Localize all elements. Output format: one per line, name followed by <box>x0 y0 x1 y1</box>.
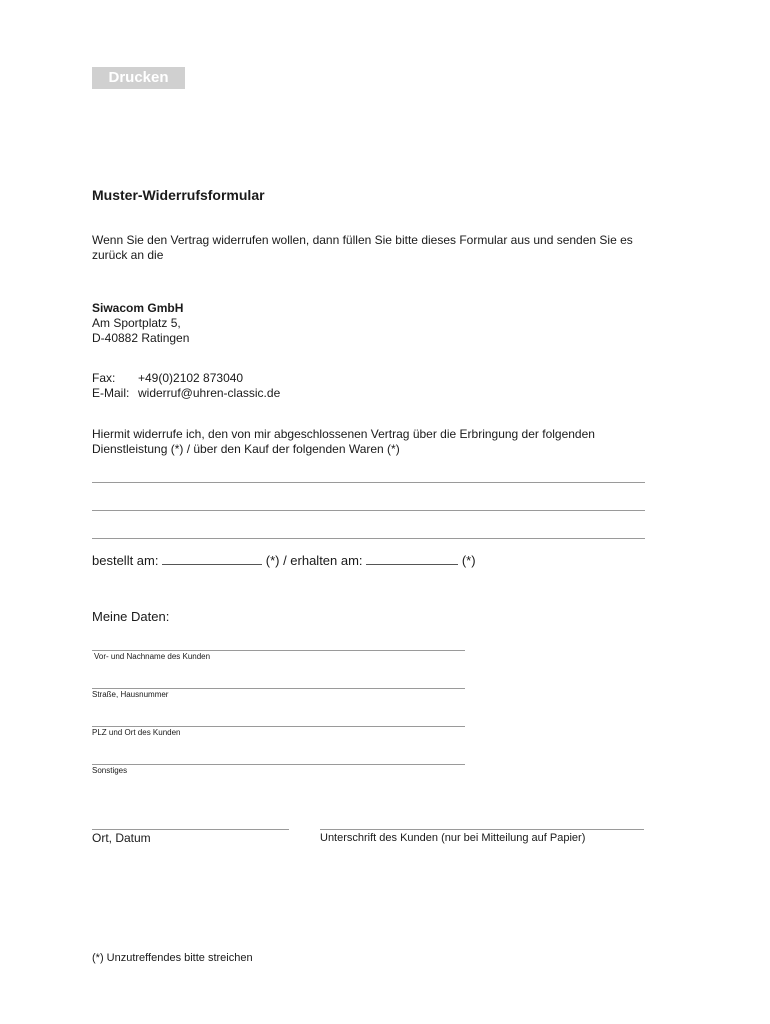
revocation-line-1: Hiermit widerrufe ich, den von mir abgeschlossenen Vertrag über die Erbringung der folgenden <box>92 427 595 441</box>
street-field-label: Straße, Hausnummer <box>92 690 169 699</box>
company-street: Am Sportplatz 5, <box>92 316 181 330</box>
name-field-label: Vor- und Nachname des Kunden <box>94 652 211 661</box>
email-value: widerruf@uhren-classic.de <box>138 386 281 400</box>
company-address <box>92 301 189 346</box>
goods-line-2[interactable] <box>92 510 645 511</box>
my-data-heading: Meine Daten: <box>92 609 170 624</box>
intro-line-2: zurück an die <box>92 248 164 262</box>
place-date-label: Ort, Datum <box>92 831 151 845</box>
goods-line-1[interactable] <box>92 482 645 483</box>
email-line <box>92 386 280 401</box>
name-field[interactable] <box>92 650 465 651</box>
form-title: Muster-Widerrufsformular <box>92 187 265 203</box>
intro-text <box>92 233 633 263</box>
intro-line-1: Wenn Sie den Vertrag widerrufen wollen, dann füllen Sie bitte dieses Formular aus und senden Sie es <box>92 233 633 247</box>
company-city: D-40882 Ratingen <box>92 331 190 345</box>
email-label: E-Mail: <box>92 386 130 400</box>
revocation-statement <box>92 427 595 457</box>
street-field[interactable] <box>92 688 465 689</box>
contact-block <box>92 371 280 401</box>
postcode-city-field[interactable] <box>92 726 465 727</box>
ordered-label: bestellt am: <box>92 553 159 568</box>
fax-value: +49(0)2102 873040 <box>138 371 244 385</box>
signature-field[interactable] <box>320 829 644 830</box>
footnote: (*) Unzutreffendes bitte streichen <box>92 952 253 964</box>
place-date-field[interactable] <box>92 829 289 830</box>
received-label: (*) / erhalten am: <box>265 553 363 568</box>
company-name: Siwacom GmbH <box>92 301 184 315</box>
received-marker: (*) <box>461 553 476 568</box>
dates-line <box>92 553 476 568</box>
print-button[interactable]: Drucken <box>92 67 185 89</box>
ordered-date-field[interactable] <box>162 553 262 565</box>
postcode-city-field-label: PLZ und Ort des Kunden <box>92 728 181 737</box>
other-field[interactable] <box>92 764 465 765</box>
revocation-line-2: Dienstleistung (*) / über den Kauf der folgenden Waren (*) <box>92 442 400 456</box>
fax-label: Fax: <box>92 371 116 385</box>
goods-line-3[interactable] <box>92 538 645 539</box>
fax-line <box>92 371 280 386</box>
signature-label: Unterschrift des Kunden (nur bei Mitteilung auf Papier) <box>320 832 586 844</box>
received-date-field[interactable] <box>366 553 458 565</box>
other-field-label: Sonstiges <box>92 766 128 775</box>
